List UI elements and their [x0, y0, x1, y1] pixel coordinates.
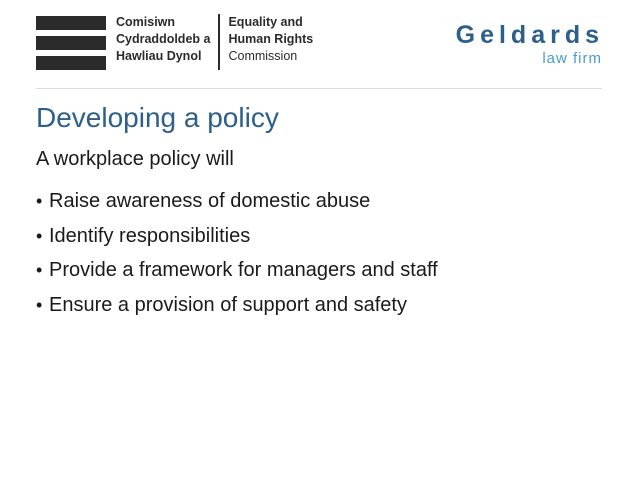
ehrc-english-name [228, 14, 313, 65]
geldards-logo-subtitle: law firm [542, 50, 602, 67]
bullet-dot-icon: • [36, 191, 43, 212]
geldards-logo-name: Geldards [455, 21, 604, 49]
ehrc-logo-bar [36, 56, 106, 70]
bullet-text: Ensure a provision of support and safety [49, 293, 407, 316]
ehrc-english-line: Equality and [228, 15, 303, 29]
bullet-dot-icon: • [36, 225, 43, 246]
ehrc-logo-bar [36, 16, 106, 30]
bullet-item [36, 184, 438, 219]
ehrc-logo-bar [36, 36, 106, 50]
ehrc-welsh-name [116, 14, 210, 65]
bullet-list [36, 184, 438, 322]
bullet-item [36, 253, 438, 288]
ehrc-logo-bars [36, 16, 106, 70]
bullet-dot-icon: • [36, 294, 43, 315]
bullet-item [36, 288, 438, 323]
ehrc-logo-divider [218, 14, 220, 70]
bullet-text: Provide a framework for managers and staff [49, 259, 438, 282]
ehrc-welsh-line: Comisiwn [116, 15, 176, 29]
bullet-text: Identify responsibilities [49, 224, 251, 247]
bullet-text: Raise awareness of domestic abuse [49, 190, 371, 213]
header-divider [36, 88, 602, 89]
bullet-item [36, 219, 438, 254]
geldards-logo [456, 22, 604, 68]
ehrc-english-line: Commission [228, 49, 298, 63]
slide-title: Developing a policy [36, 102, 279, 133]
ehrc-logo [36, 14, 313, 72]
bullet-dot-icon: • [36, 260, 43, 281]
ehrc-welsh-line: Hawliau Dynol [116, 49, 202, 63]
slide-intro: A workplace policy will [36, 148, 234, 170]
ehrc-english-line: Human Rights [228, 32, 314, 46]
ehrc-welsh-line: Cydraddoldeb a [116, 32, 211, 46]
